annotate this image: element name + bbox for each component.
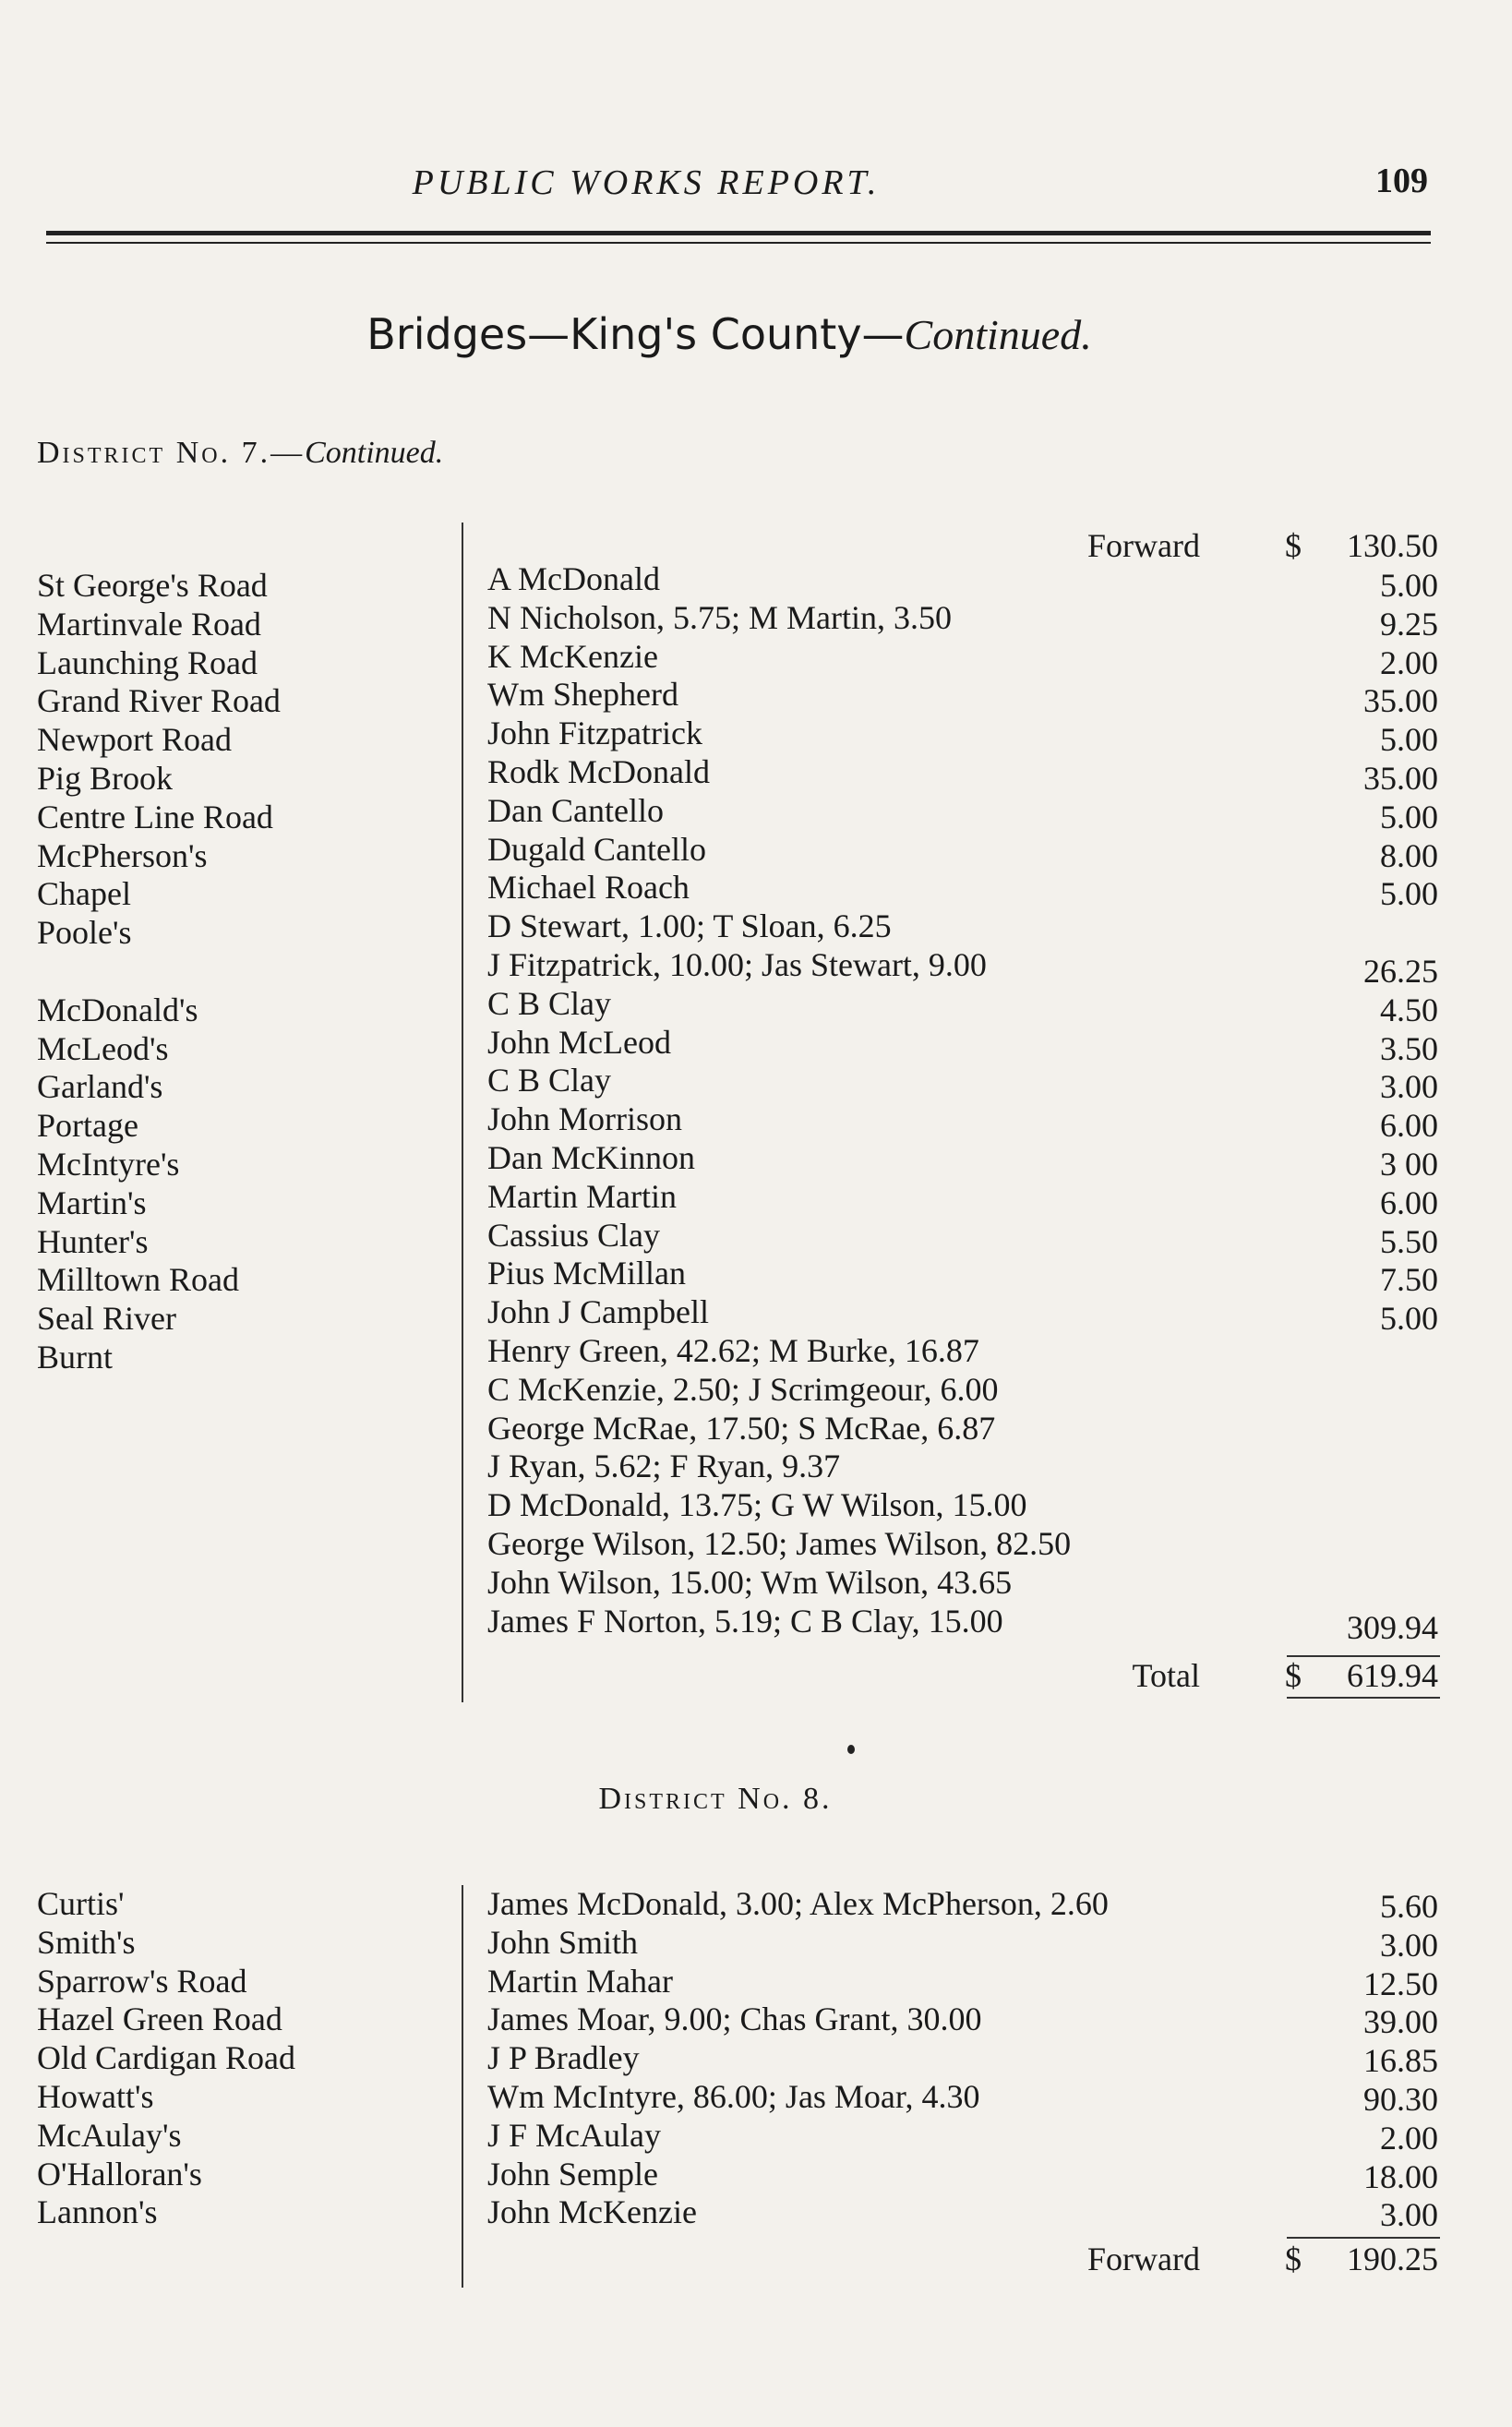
amount-row: 5.50 [1380, 1222, 1438, 1260]
forward-amount-d7: 130.50 [1347, 527, 1438, 564]
location-row: Sparrow's Road [37, 1962, 247, 2000]
location-row: O'Halloran's [37, 2155, 202, 2193]
name-row: George Wilson, 12.50; James Wilson, 82.50 [487, 1524, 1072, 1562]
amount-row: 6.00 [1380, 1183, 1438, 1221]
column-divider [462, 523, 463, 1702]
total-rule [1287, 1697, 1440, 1699]
district-7-names [487, 560, 1071, 1640]
header-rule [46, 231, 1431, 235]
amount-row: 2.00 [1380, 643, 1438, 681]
amount-row: 35.00 [1363, 759, 1438, 797]
column-divider-d8 [462, 1885, 463, 2288]
name-row: Michael Roach [487, 869, 690, 907]
name-row: D McDonald, 13.75; G W Wilson, 15.00 [487, 1486, 1027, 1524]
amount-row: 5.00 [1380, 721, 1438, 759]
location-row: Smith's [37, 1923, 136, 1961]
amount-row: 3.50 [1380, 1029, 1438, 1067]
location-row: Newport Road [37, 721, 232, 759]
total-label: Total [1132, 1657, 1200, 1694]
location-row: Seal River [37, 1300, 176, 1338]
name-row: John McKenzie [487, 2193, 697, 2231]
amount-row: 5.60 [1380, 1888, 1438, 1925]
header-rule-thin [46, 242, 1431, 244]
amount-row: 9.25 [1380, 605, 1438, 643]
location-row: Burnt [37, 1338, 114, 1376]
location-row: Poole's [37, 914, 132, 952]
location-row: Hazel Green Road [37, 2000, 282, 2038]
amount-row: 3 00 [1380, 1145, 1438, 1183]
running-title: PUBLIC WORKS REPORT. [412, 163, 881, 202]
name-row: James McDonald, 3.00; Alex McPherson, 2.60 [487, 1885, 1109, 1922]
total-amount: 619.94 [1347, 1657, 1438, 1694]
amount-row: 4.50 [1380, 991, 1438, 1028]
amount-row: 3.00 [1380, 2196, 1438, 2234]
amount-row: 12.50 [1363, 1964, 1438, 2002]
name-row: J Fitzpatrick, 10.00; Jas Stewart, 9.00 [487, 945, 987, 983]
district-7-label: District No. 7.— [37, 436, 306, 470]
location-row: Martinvale Road [37, 605, 261, 643]
name-row: John Smith [487, 1923, 639, 1961]
amount-row [1274, 1454, 1438, 1493]
amount-row: 6.00 [1380, 1107, 1438, 1145]
location-row: Old Cardigan Road [37, 2039, 295, 2077]
location-row: St George's Road [37, 567, 268, 604]
amount-row [1274, 1416, 1438, 1455]
forward-label-d7: Forward [1087, 527, 1200, 564]
name-row: John McLeod [487, 1023, 671, 1061]
location-row: McPherson's [37, 836, 208, 874]
name-row: K McKenzie [487, 637, 658, 675]
page-title [0, 309, 1458, 359]
district-7-continued: Continued. [305, 436, 444, 470]
name-row: Pius McMillan [487, 1255, 687, 1292]
title-main: Bridges—King's County— [366, 309, 905, 359]
name-row: D Stewart, 1.00; T Sloan, 6.25 [487, 907, 892, 945]
district-8-locations [37, 1885, 295, 2232]
amount-row: 5.00 [1380, 1300, 1438, 1338]
name-row: Cassius Clay [487, 1216, 661, 1254]
name-row: Rodk McDonald [487, 752, 710, 790]
district-8-names [487, 1885, 1109, 2232]
amount-row: 5.00 [1380, 875, 1438, 913]
name-row: Dan Cantello [487, 791, 664, 829]
name-row: C B Clay [487, 984, 612, 1022]
location-row: Lannon's [37, 2193, 158, 2231]
location-row: McIntyre's [37, 1145, 180, 1183]
name-row: J P Bradley [487, 2039, 640, 2077]
location-row: McLeod's [37, 1029, 169, 1067]
amount-row: 16.85 [1363, 2042, 1438, 2080]
amount-row [1274, 1339, 1438, 1377]
name-row: James F Norton, 5.19; C B Clay, 15.00 [487, 1602, 1003, 1640]
amount-row [1274, 914, 1438, 953]
subtotal-rule-d8 [1287, 2237, 1440, 2239]
district-8-amounts [1274, 1888, 1438, 2235]
amount-row: 7.50 [1380, 1261, 1438, 1299]
name-row: James Moar, 9.00; Chas Grant, 30.00 [487, 2000, 982, 2038]
location-row: Pig Brook [37, 759, 174, 797]
district-7-locations [37, 567, 281, 1377]
name-row: C McKenzie, 2.50; J Scrimgeour, 6.00 [487, 1370, 999, 1408]
location-row: Launching Road [37, 643, 258, 681]
amount-row [1274, 1493, 1438, 1532]
forward-label-d8: Forward [1087, 2241, 1200, 2277]
name-row: Wm McIntyre, 86.00; Jas Moar, 4.30 [487, 2077, 980, 2115]
name-row: A McDonald [487, 560, 660, 597]
page-number: 109 [1375, 162, 1428, 200]
location-row: Milltown Road [37, 1261, 240, 1299]
amount-row: 5.00 [1380, 798, 1438, 835]
amount-row: 90.30 [1363, 2080, 1438, 2118]
location-row: Martin's [37, 1183, 147, 1221]
location-row: Howatt's [37, 2077, 154, 2115]
name-row: Dan McKinnon [487, 1138, 695, 1176]
amount-row: 26.25 [1363, 952, 1438, 990]
district-7-amounts [1274, 567, 1438, 1647]
amount-row: 2.00 [1380, 2119, 1438, 2157]
amount-row: 18.00 [1363, 2157, 1438, 2195]
dollar-sign-forward-d7: $ [1285, 527, 1302, 564]
title-continued: Continued. [904, 311, 1092, 358]
name-row: J Ryan, 5.62; F Ryan, 9.37 [487, 1448, 841, 1485]
name-row: Martin Mahar [487, 1962, 673, 2000]
forward-amount-d8: 190.25 [1347, 2241, 1438, 2277]
amount-row [1274, 1570, 1438, 1609]
amount-row: 5.00 [1380, 567, 1438, 604]
name-row: Dugald Cantello [487, 830, 706, 868]
amount-row: 35.00 [1363, 682, 1438, 720]
location-row [37, 953, 281, 991]
name-row: Henry Green, 42.62; M Burke, 16.87 [487, 1331, 979, 1369]
amount-row: 39.00 [1363, 2003, 1438, 2041]
amount-row [1274, 1377, 1438, 1416]
amount-row: 3.00 [1380, 1926, 1438, 1964]
name-row: John Morrison [487, 1100, 683, 1138]
name-row: Wm Shepherd [487, 676, 678, 714]
name-row: C B Clay [487, 1062, 612, 1099]
amount-row [1274, 1532, 1438, 1570]
name-row: John Fitzpatrick [487, 715, 702, 752]
location-row: Portage [37, 1107, 138, 1145]
location-row: Chapel [37, 875, 131, 913]
location-row: Curtis' [37, 1885, 125, 1922]
amount-row: 3.00 [1380, 1068, 1438, 1106]
location-row: Hunter's [37, 1222, 149, 1260]
name-row: John Semple [487, 2155, 658, 2193]
amount-row: 309.94 [1347, 1608, 1438, 1646]
separator-dot [847, 1745, 855, 1754]
location-row: Centre Line Road [37, 798, 273, 835]
location-row: Grand River Road [37, 682, 281, 720]
location-row: Garland's [37, 1068, 163, 1106]
district-7-heading [37, 436, 443, 471]
amount-row: 8.00 [1380, 836, 1438, 874]
location-row: McDonald's [37, 991, 198, 1028]
location-row: McAulay's [37, 2116, 182, 2154]
name-row: J F McAulay [487, 2116, 661, 2154]
dollar-sign-forward-d8: $ [1285, 2241, 1302, 2277]
dollar-sign-total: $ [1285, 1657, 1302, 1694]
name-row: N Nicholson, 5.75; M Martin, 3.50 [487, 598, 952, 636]
name-row: George McRae, 17.50; S McRae, 6.87 [487, 1409, 996, 1447]
district-8-heading: District No. 8. [598, 1782, 833, 1816]
name-row: John Wilson, 15.00; Wm Wilson, 43.65 [487, 1563, 1013, 1601]
name-row: John J Campbell [487, 1293, 709, 1331]
name-row: Martin Martin [487, 1177, 677, 1215]
